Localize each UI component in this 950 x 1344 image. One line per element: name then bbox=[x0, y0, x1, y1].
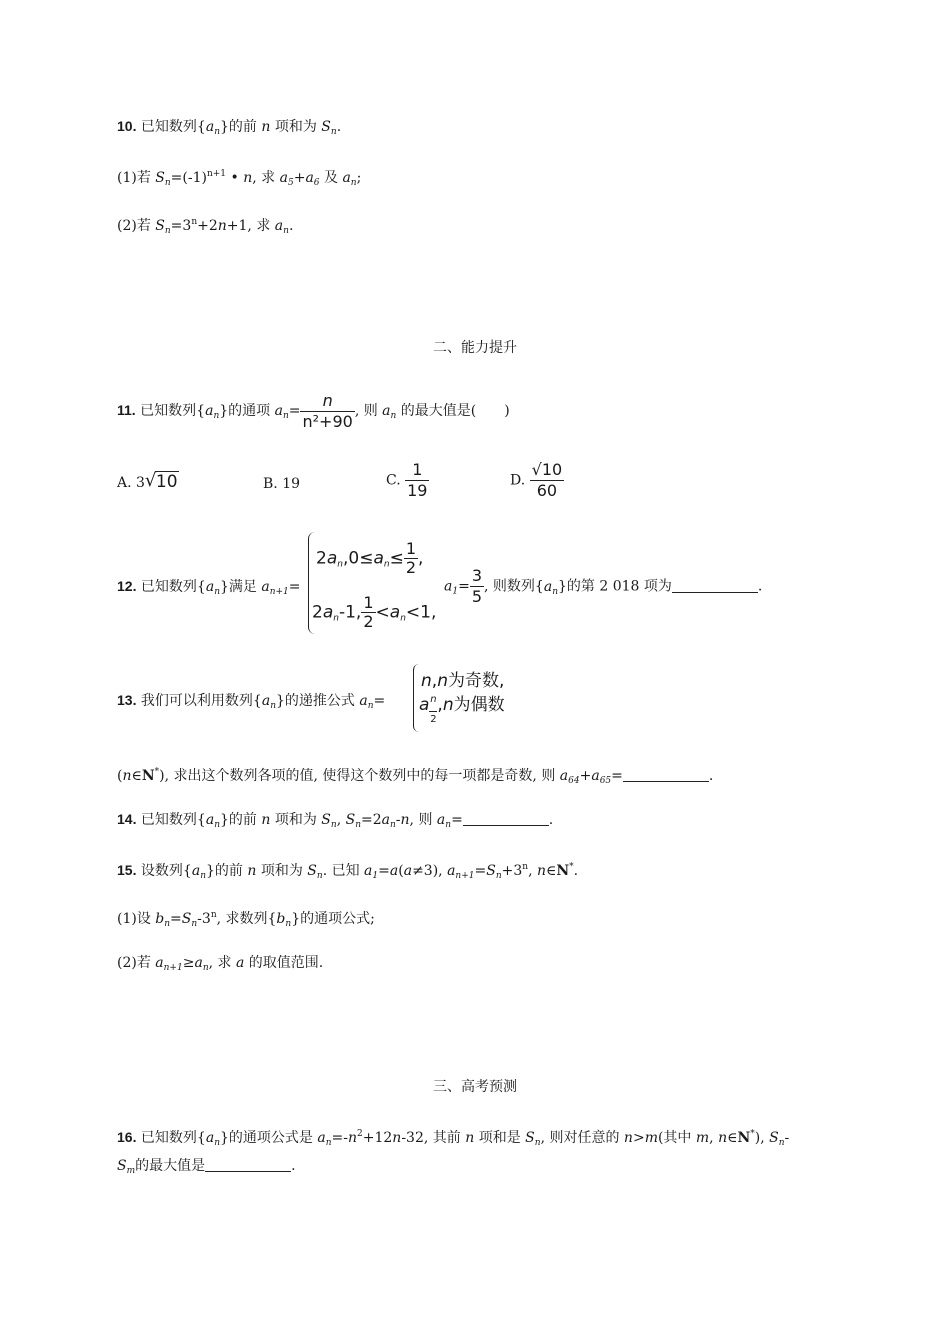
q11-stem: 11. 已知数列$\{a_n\}$的通项 $a_n=$ $\frac{n}{\text{n²+90}}$ , 则 $a_n$ 的最大值是( ) bbox=[117, 390, 510, 431]
q15-number: 15. bbox=[117, 862, 137, 878]
q14-stem: 14. 已知数列$\{a_n\}$的前 n 项和为 $S_n$, $S_n=2a_n-n$, 则 $a_n=$ . bbox=[117, 811, 554, 830]
q12-tail: $a_1=$ $\frac{3}{5}$ , 则数列$\{a_n\}$的第 2 018 项为 . bbox=[444, 566, 763, 606]
q11-option-d: D. $\frac{√10}{60}$ bbox=[510, 460, 563, 500]
q11-fraction: $\frac{n}{\text{n²+90}}$ bbox=[302, 390, 353, 431]
q12-case2: $2a_n-1$, $\frac{1}{2}$ $<a_n<1$, bbox=[312, 593, 437, 631]
sqrt-icon: √ 10 bbox=[144, 470, 178, 492]
q15-part2: (2)若 $a_{n+1}\ge a_n$, 求 a 的取值范围. bbox=[117, 955, 324, 973]
q13-case2: an 2,n为偶数 bbox=[419, 694, 505, 725]
q11-number: 11. bbox=[117, 402, 136, 418]
q11-option-c: C. $\frac{1}{19}$ bbox=[386, 460, 428, 500]
q12-answer-blank[interactable] bbox=[672, 578, 758, 593]
q13-continuation: (n∈N*), 求出这个数列各项的值, 使得这个数列中的每一项都是奇数, 则 $a_{64}+a_{65}=$ . bbox=[117, 767, 714, 786]
q13-number: 13. bbox=[117, 692, 137, 708]
q10-stem bbox=[117, 116, 341, 142]
q10-part2: (2)若 $S_n=3^n+2n+1$, 求 $a_n$. bbox=[117, 217, 294, 236]
q15-part1: (1)设 $b_n=S_n-3^n$, 求数列$\{b_n\}$的通项公式; bbox=[117, 910, 375, 929]
q13-answer-blank[interactable] bbox=[623, 767, 709, 782]
q14-answer-blank[interactable] bbox=[463, 811, 549, 826]
q13-case1: n,n为奇数, bbox=[421, 671, 505, 691]
q10-part1: (1)若 $S_n=(-1)^{n+1}$ • n, 求 $a_5+a_6$ 及 $a_n$; bbox=[117, 169, 362, 188]
q10-number: 10. bbox=[117, 118, 137, 134]
q11-option-b: B. 19 bbox=[263, 476, 301, 492]
q12-stem: 12. 已知数列$\{a_n\}$满足 $a_{n+1}=$ bbox=[117, 578, 301, 597]
q15-stem: 15. 设数列$\{a_n\}$的前 n 项和为 $S_n$. 已知 $a_1=a(a\ne 3)$, $a_{n+1}=S_n+3^n$, n∈N*. bbox=[117, 862, 579, 881]
q12-number: 12. bbox=[117, 578, 137, 594]
section-title-ability: 二、能力提升 bbox=[433, 340, 517, 356]
q12-case1: $2a_n,0\le a_n\le$ $\frac{1}{2}$ , bbox=[316, 539, 424, 577]
section-title-exam-forecast: 三、高考预测 bbox=[433, 1079, 517, 1095]
q16-line2: $S_m$的最大值是 . bbox=[117, 1158, 296, 1176]
q16-answer-blank[interactable] bbox=[205, 1157, 291, 1172]
q14-number: 14. bbox=[117, 811, 137, 827]
q16-line1: 16. 已知数列$\{a_n\}$的通项公式是 $a_n=-n^2+12n-32$, 其前 n 项和是 $S_n$, 则对任意的 n>m(其中 m, n∈N*), $S_n-$ bbox=[117, 1129, 790, 1148]
q16-number: 16. bbox=[117, 1129, 137, 1145]
q10-stem-text: 已知数列$\{a_n\}$的前 n 项和为 $S_n$. bbox=[140, 119, 342, 137]
q11-option-a: A. 3 √ 10 bbox=[117, 470, 178, 492]
q13-stem: 13. 我们可以利用数列$\{a_n\}$的递推公式 $a_n=$ bbox=[117, 692, 386, 711]
